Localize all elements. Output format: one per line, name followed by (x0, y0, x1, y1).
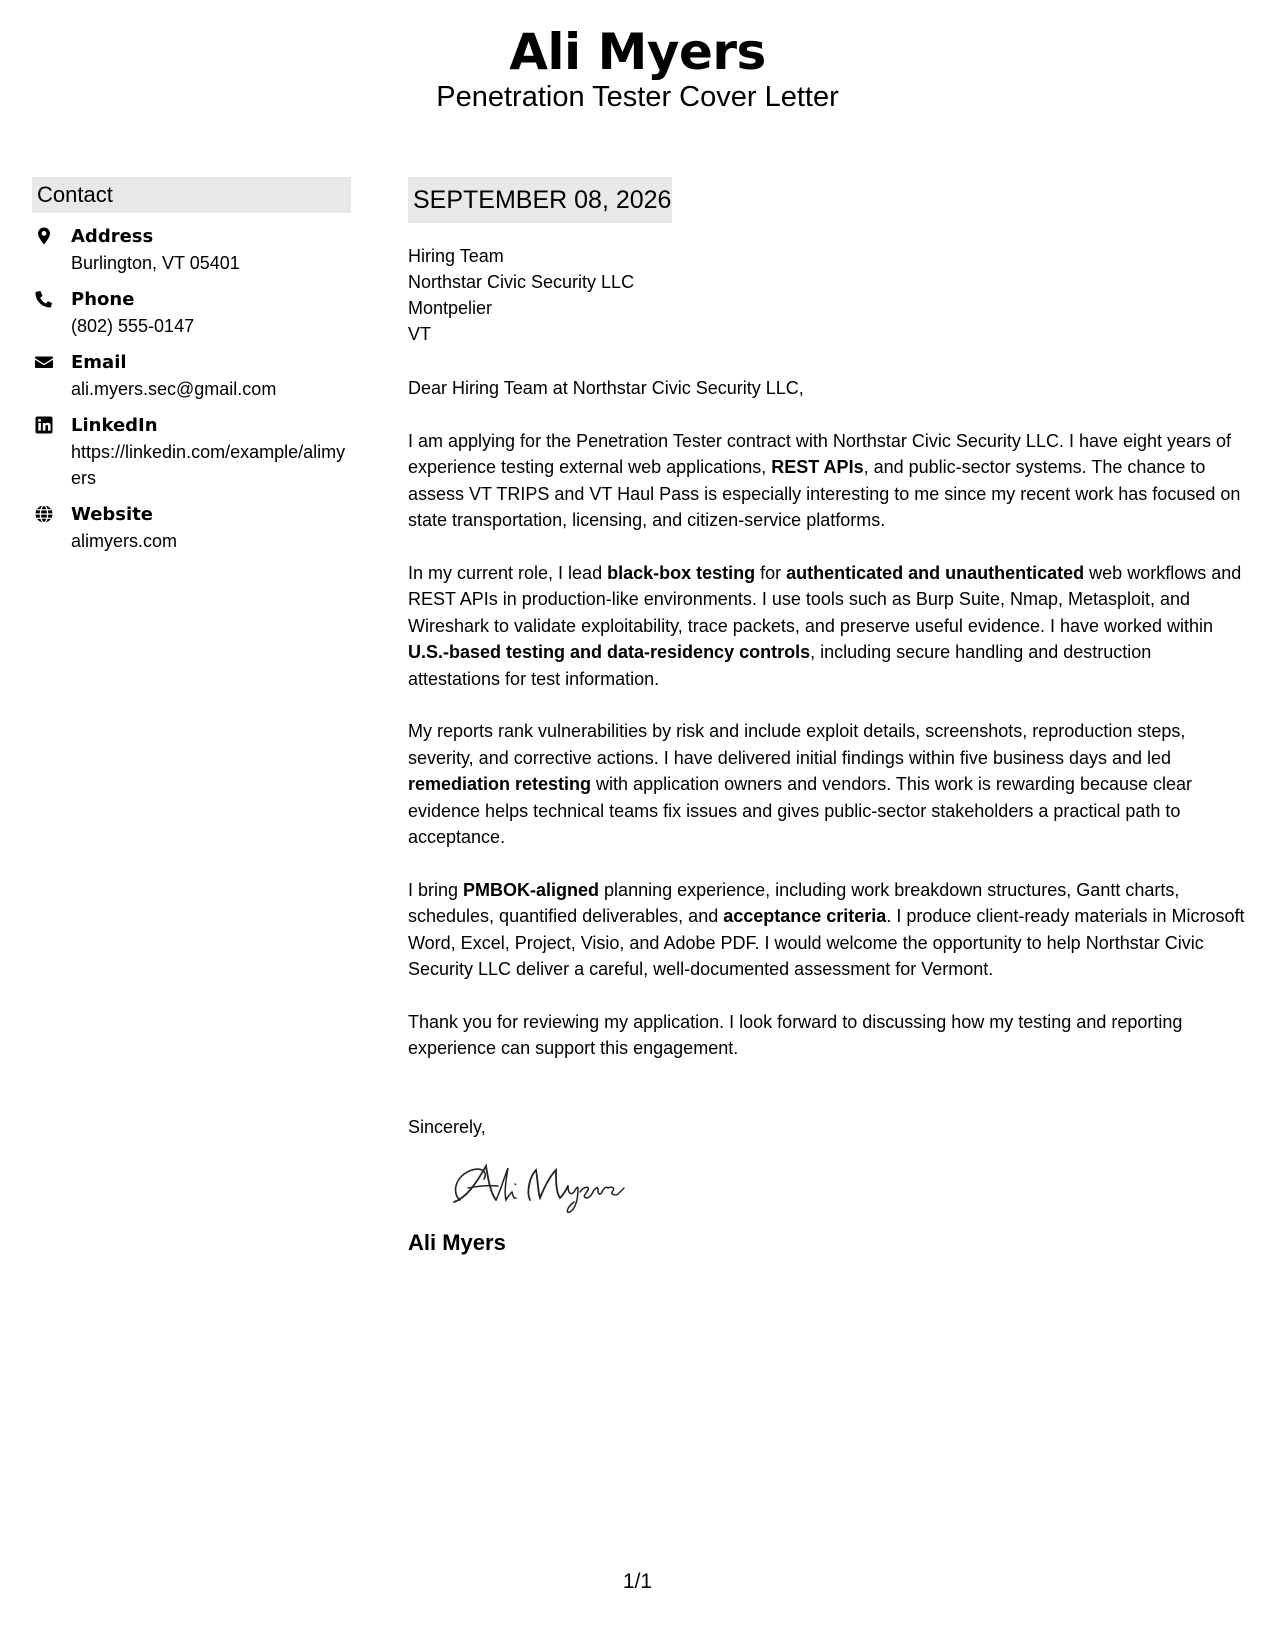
bold-text: acceptance criteria (723, 906, 887, 926)
recipient-line: Hiring Team (408, 246, 504, 266)
linkedin-icon (34, 415, 54, 435)
contact-section-title: Contact (32, 177, 351, 213)
paragraph-3 (408, 718, 1248, 851)
closing-line: Sincerely, (408, 1116, 486, 1137)
text-run: for (755, 562, 787, 583)
text-run: I am applying for the Penetration Tester contract with Northstar Civic Security LLC. I have eight years of experience testing external web applications, (408, 430, 1232, 477)
contact-sidebar (32, 177, 351, 565)
text-run: My reports rank vulnerabilities by risk and include exploit details, screenshots, reproduction steps, severity, and corrective actions. I have delivered initial findings within five business days and led (408, 721, 1186, 768)
text-run: . I produce client-ready materials in Microsoft Word, Excel, Project, Visio, and Adobe PDF. I would welcome the opportunity to help Northstar Civic Security LLC deliver a careful, well-documented assessment for Vermont. (408, 906, 1245, 979)
contact-label: LinkedIn (71, 415, 158, 436)
page-number: 1/1 (622, 1570, 653, 1593)
recipient-block (408, 243, 1248, 347)
applicant-name: Ali Myers (509, 23, 766, 81)
contact-value: alimyers.com (71, 531, 178, 551)
paragraph-1 (408, 428, 1248, 534)
paragraph-2 (408, 560, 1248, 693)
text-run: , including secure handling and destruction attestations for test information. (408, 642, 1152, 689)
text-run: I bring (408, 879, 464, 900)
letter-body (408, 177, 1248, 1258)
bold-text: PMBOK-aligned (463, 879, 600, 900)
contact-list (32, 224, 351, 554)
document-header (0, 22, 1275, 114)
contact-item-email (32, 350, 351, 402)
bold-text: U.S.-based testing and data-residency controls (408, 642, 811, 662)
globe-icon (34, 504, 54, 524)
contact-label: Address (71, 226, 154, 247)
contact-item-phone (32, 287, 351, 339)
contact-value: ali.myers.sec@gmail.com (71, 379, 277, 399)
letter-date: SEPTEMBER 08, 2026 (408, 177, 672, 223)
contact-value: Burlington, VT 05401 (71, 253, 240, 273)
text-run: with application owners and vendors. This work is rewarding because clear evidence helps technical teams fix issues and gives public-sector stakeholders a practical path to acceptance. (408, 774, 1193, 847)
handwritten-signature (446, 1152, 1248, 1220)
text-run: , and public-sector systems. The chance to assess VT TRIPS and VT Haul Pass is especially interesting to me since my recent work has focused on state transportation, licensing, and citizen-service platforms. (408, 457, 1241, 530)
contact-label: Website (71, 504, 154, 525)
bold-text: authenticated and unauthenticated (786, 562, 1085, 583)
bold-text: remediation retesting (408, 774, 592, 794)
bold-text: black-box testing (607, 562, 756, 583)
recipient-line: Northstar Civic Security LLC (408, 272, 635, 292)
text-run: planning experience, including work breakdown structures, Gantt charts, schedules, quantified deliverables, and (408, 879, 1180, 926)
recipient-line: Montpelier (408, 298, 493, 318)
contact-item-address (32, 224, 351, 276)
contact-label: Phone (71, 289, 135, 310)
envelope-icon (34, 352, 54, 372)
contact-item-linkedin (32, 413, 351, 491)
contact-label: Email (71, 352, 127, 373)
text-run: In my current role, I lead (408, 562, 608, 583)
bold-text: REST APIs (771, 457, 864, 477)
contact-item-website (32, 502, 351, 554)
contact-value: https://linkedin.com/example/alimyers (71, 442, 346, 488)
document-subtitle: Penetration Tester Cover Letter (436, 81, 839, 113)
text-run: web workflows and REST APIs in production-like environments. I use tools such as Burp Suite, Nmap, Metasploit, and Wireshark to validate exploitability, trace packets, and preserve useful evidence. I have worked within (408, 562, 1242, 636)
signer-name: Ali Myers (408, 1230, 506, 1255)
contact-value: (802) 555-0147 (71, 316, 195, 336)
paragraph-4 (408, 877, 1248, 983)
phone-icon (34, 289, 54, 309)
recipient-line: VT (408, 324, 432, 344)
map-pin-icon (34, 226, 54, 246)
salutation: Dear Hiring Team at Northstar Civic Security LLC, (408, 378, 804, 398)
paragraph-5: Thank you for reviewing my application. I look forward to discussing how my testing and reporting experience can support this engagement. (408, 1011, 1183, 1058)
